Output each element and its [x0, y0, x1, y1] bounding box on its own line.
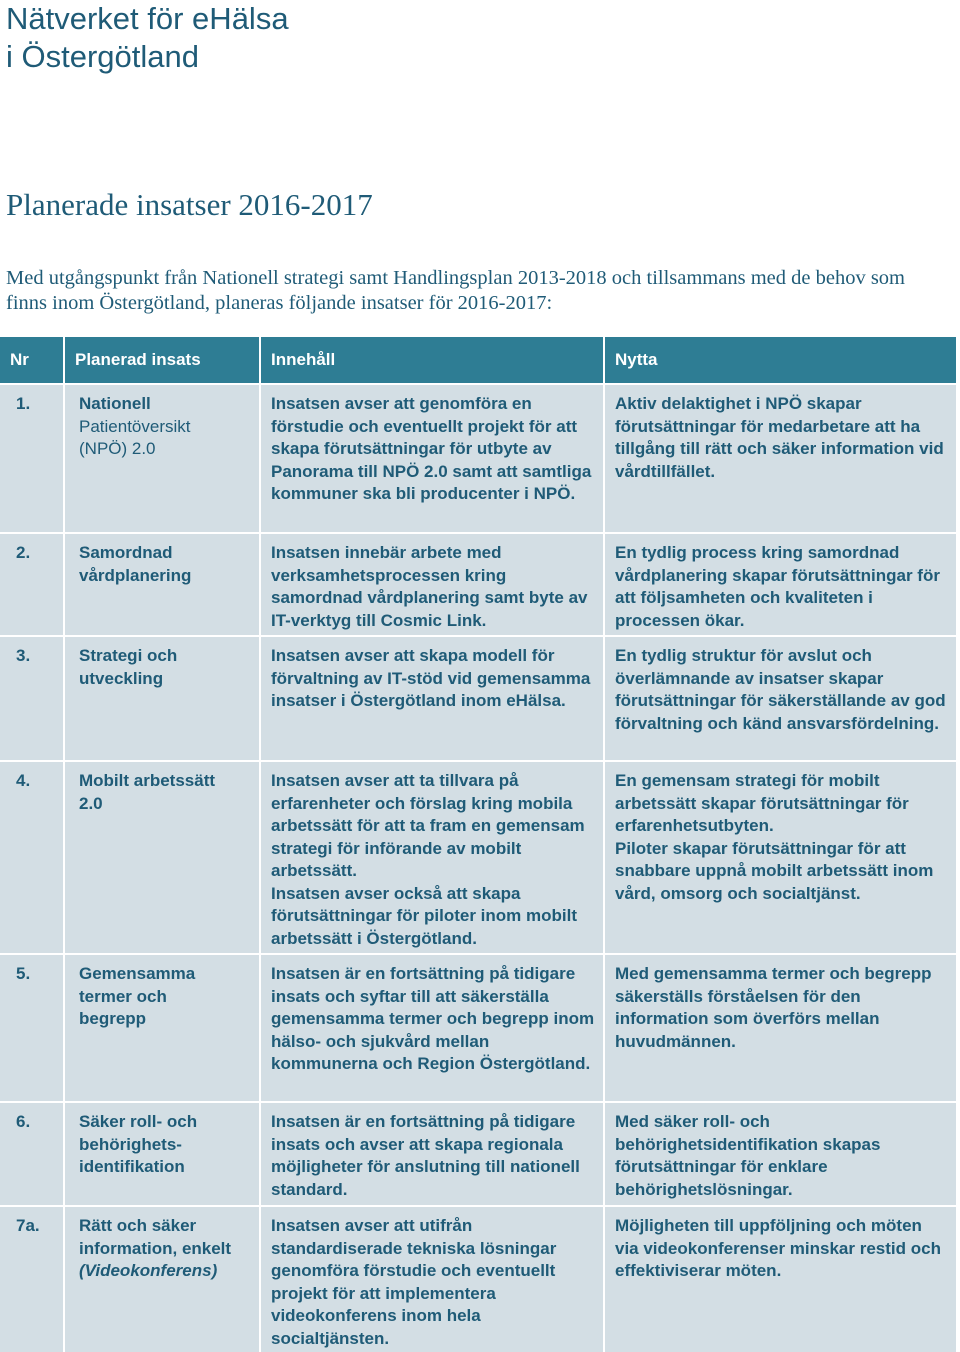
row-innehall: Insatsen avser att genomföra en förstudie och eventuellt projekt för att skapa förutsättningar för utbyte av Panorama till NPÖ 2.0 samt att samtliga kommuner ska bli producenter i NPÖ. [260, 384, 604, 533]
row-insats-line: (NPÖ) 2.0 [79, 439, 156, 458]
row-insats [64, 1206, 260, 1352]
row-insats-line: Rätt och säker [79, 1216, 197, 1235]
row-nytta: En tydlig struktur för avslut och överlämnande av insatser skapar förutsättningar för säkerställande av god förvaltning och känd ansvarsfördelning. [604, 636, 956, 761]
row-innehall: Insatsen avser att skapa modell för förvaltning av IT-stöd vid gemensamma insatser i Östergötland inom eHälsa. [260, 636, 604, 761]
intro-paragraph: Med utgångspunkt från Nationell strategi samt Handlingsplan 2013-2018 och tillsammans med de behov som finns inom Östergötland, planeras följande insatser för 2016-2017: [6, 267, 905, 314]
row-nytta: Med gemensamma termer och begrepp säkerställs förståelsen för den information som överförs mellan huvudmännen. [604, 954, 956, 1102]
section-title: Planerade insatser 2016-2017 [6, 187, 373, 222]
row-insats-line: Patientöversikt [79, 416, 191, 436]
title-line-1: Nätverket för eHälsa [6, 1, 289, 36]
title-line-2: i Östergötland [6, 39, 199, 74]
row-innehall: Insatsen innebär arbete med verksamhetsprocessen kring samordnad vårdplanering samt byte av IT-verktyg till Cosmic Link. [260, 533, 604, 636]
planned-actions-table [0, 337, 956, 1352]
row-insats-line: Strategi och [79, 646, 178, 665]
table-row [0, 954, 956, 1102]
header-nr: Nr [0, 337, 64, 384]
row-insats-line: 2.0 [79, 793, 103, 813]
row-nytta: Med säker roll- och behörighetsidentifikation skapas förutsättningar för enklare behörighetslösningar. [604, 1102, 956, 1206]
row-insats-line: Nationell [79, 394, 151, 413]
table-row [0, 761, 956, 954]
row-insats-line: identifikation [79, 1157, 185, 1176]
row-insats [64, 533, 260, 636]
row-nr: 4. [0, 761, 64, 954]
row-innehall-part: Insatsen avser också att skapa förutsättningar för piloter inom mobilt arbetssätt i Östergötland. [271, 883, 577, 948]
header-innehall: Innehåll [260, 337, 604, 384]
table-header-row [0, 337, 956, 384]
table-row [0, 1102, 956, 1206]
table-row [0, 533, 956, 636]
row-insats-line: termer och [79, 986, 167, 1006]
row-insats-line: Gemensamma [79, 964, 196, 983]
row-innehall [260, 761, 604, 954]
row-nr: 2. [0, 533, 64, 636]
row-insats [64, 761, 260, 954]
row-nytta: Aktiv delaktighet i NPÖ skapar förutsättningar för medarbetare att ha tillgång till rätt och säker information vid vårdtillfället. [604, 384, 956, 533]
row-nr: 5. [0, 954, 64, 1102]
row-innehall: Insatsen avser att utifrån standardiserade tekniska lösningar genomföra förstudie och eventuellt projekt för att implementera videokonferens inom hela socialtjänsten. [260, 1206, 604, 1352]
row-insats [64, 636, 260, 761]
row-nytta: En tydlig process kring samordnad vårdplanering skapar förutsättningar för att följsamheten och kvaliteten i processen ökar. [604, 533, 956, 636]
row-insats-line: vårdplanering [79, 565, 192, 585]
row-nytta [604, 761, 956, 954]
row-insats-line: behörighets- [79, 1134, 182, 1154]
row-insats-line: begrepp [79, 1009, 147, 1028]
row-innehall: Insatsen är en fortsättning på tidigare insats och avser att skapa regionala möjligheter för anslutning till nationell standard. [260, 1102, 604, 1206]
table-row [0, 384, 956, 533]
row-innehall-part: Insatsen avser att ta tillvara på erfarenheter och förslag kring mobila arbetssätt för att ta fram en gemensam strategi för införande av mobilt arbetssätt. [271, 771, 585, 880]
row-insats-line: Säker roll- och [79, 1112, 198, 1131]
row-nytta-part: Piloter skapar förutsättningar för att snabbare uppnå mobilt arbetssätt inom vård, omsorg och socialtjänst. [615, 838, 934, 903]
row-nytta: Möjligheten till uppföljning och möten via videokonferenser minskar restid och effektiviserar möten. [604, 1206, 956, 1352]
row-nytta-part: En gemensam strategi för mobilt arbetssätt skapar förutsättningar för erfarenhetsutbyten. [615, 771, 909, 835]
row-nr: 3. [0, 636, 64, 761]
row-innehall: Insatsen är en fortsättning på tidigare insats och syftar till att säkerställa gemensamma termer och begrepp inom hälso- och sjukvård mellan kommunerna och Region Östergötland. [260, 954, 604, 1102]
row-insats-line: Mobilt arbetssätt [79, 771, 216, 790]
table-row [0, 1206, 956, 1352]
row-insats-line: Samordnad [79, 543, 173, 562]
table-row [0, 636, 956, 761]
row-nr: 1. [0, 384, 64, 533]
row-insats-line: (Videokonferens) [79, 1261, 218, 1280]
row-insats [64, 384, 260, 533]
row-nr: 7a. [0, 1206, 64, 1352]
row-insats-line: information, enkelt [79, 1238, 232, 1258]
row-insats [64, 1102, 260, 1206]
document-title [6, 0, 289, 76]
row-insats [64, 954, 260, 1102]
header-nytta: Nytta [604, 337, 956, 384]
header-insats: Planerad insats [64, 337, 260, 384]
row-insats-line: utveckling [79, 668, 164, 688]
row-nr: 6. [0, 1102, 64, 1206]
